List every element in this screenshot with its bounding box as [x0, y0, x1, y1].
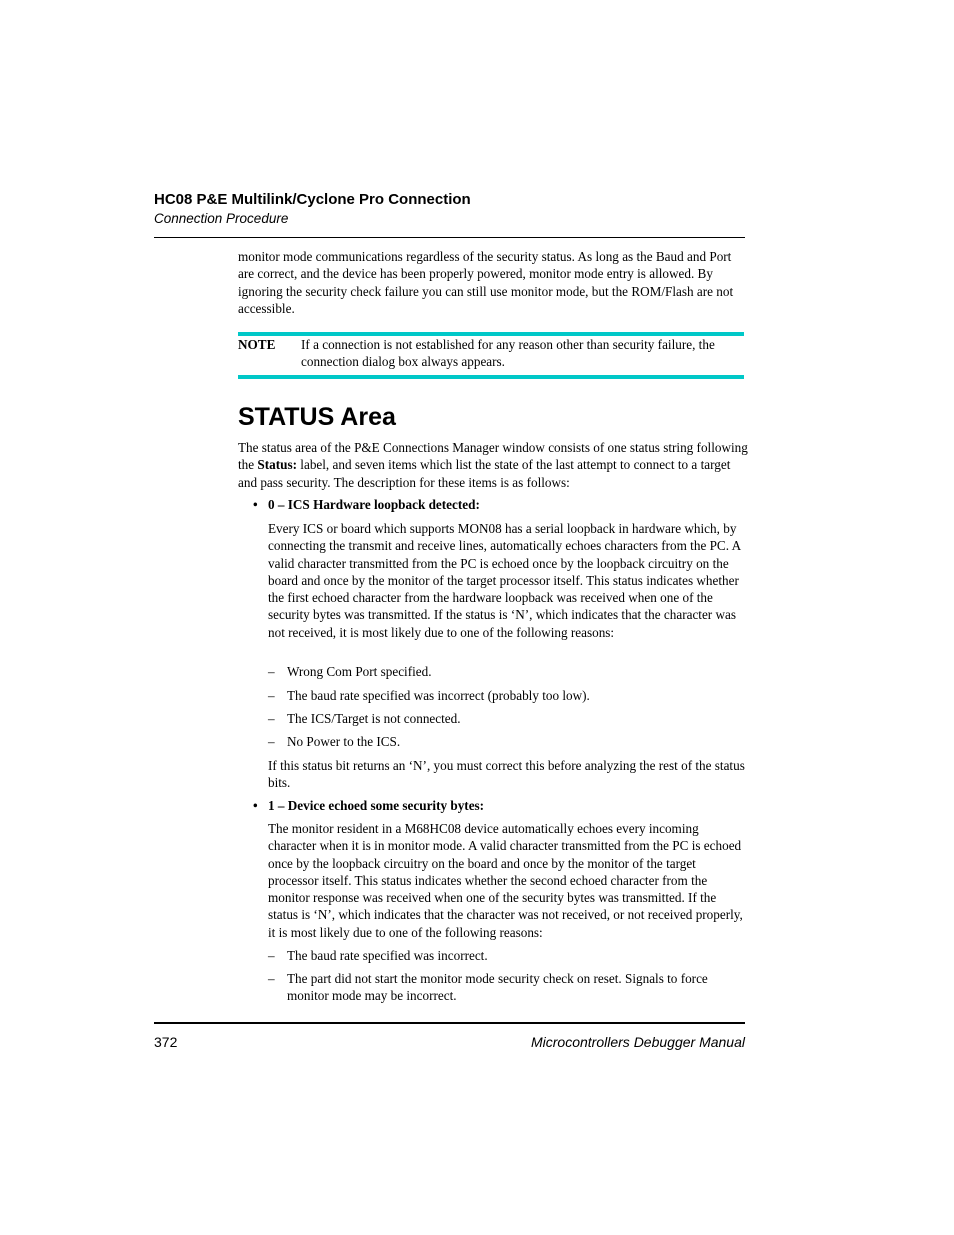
reason-text: The part did not start the monitor mode security check on reset. Signals to force monitor mode may be incorrect.	[287, 971, 708, 1004]
dash-icon: –	[268, 711, 275, 726]
running-header-subtitle: Connection Procedure	[154, 211, 289, 226]
status-item-1-title: 1 – Device echoed some security bytes:	[268, 798, 485, 813]
section-intro-text: The status area of the P&E Connections Manager window consists of one status string following the	[238, 440, 748, 473]
intro-paragraph: monitor mode communications regardless of the security status. As long as the Baud and Port are correct, and the device has been properly powered, monitor mode entry is allowed. By ignoring the security check failure you can still use monitor mode, but the ROM/Flash are not accessible.	[238, 249, 734, 316]
status-item-1-heading	[253, 797, 484, 814]
reason-list-item	[268, 733, 746, 750]
reason-list-item	[268, 947, 746, 964]
reason-text: Wrong Com Port specified.	[287, 664, 432, 679]
reason-text: No Power to the ICS.	[287, 734, 401, 749]
section-intro-text-cont: label, and seven items which list the state of the last attempt to connect to a target and pass security. The description for these items is as follows:	[238, 457, 731, 490]
reason-text: The ICS/Target is not connected.	[287, 711, 461, 726]
reason-list-item	[268, 710, 746, 727]
dash-icon: –	[268, 734, 275, 749]
status-item-0-description: Every ICS or board which supports MON08 has a serial loopback in hardware which, by connecting the transmit and receive lines, automatically echoes characters from the PC. A valid character transmitted from the PC is echoed once by the loopback circuitry on the board and once by the monitor of the target processor itself. This status indicates whether the first echoed character from the hardware loopback was received when one of the security bytes was transmitted. If the status is ‘N’, which indicates that the character was not received, it is most likely due to one of the following reasons:	[268, 521, 741, 640]
status-label-term: Status:	[257, 457, 297, 473]
note-bottom-bar	[238, 375, 744, 379]
reason-list-item	[268, 970, 746, 1005]
page-number: 372	[154, 1034, 178, 1050]
note-text: If a connection is not established for any reason other than security failure, the connection dialog box always appears.	[301, 337, 715, 370]
running-header-title: HC08 P&E Multilink/Cyclone Pro Connection	[154, 191, 471, 208]
bullet-icon: •	[253, 798, 258, 813]
reason-text: The baud rate specified was incorrect.	[287, 948, 488, 963]
dash-icon: –	[268, 948, 275, 963]
status-item-1-description: The monitor resident in a M68HC08 device automatically echoes every incoming character when it is in monitor mode. A valid character transmitted from the PC is echoed once by the loopback circuitry on the board and once by the monitor of the target processor itself. This status indicates whether the second echoed character from the monitor response was received when one of the security bytes was transmitted. If the status is ‘N’, which indicates that the character was not received, or not received properly, it is most likely due to one of the following reasons:	[268, 821, 743, 940]
header-divider	[154, 237, 745, 238]
status-item-0-title: 0 – ICS Hardware loopback detected:	[268, 497, 480, 512]
section-intro-paragraph	[238, 439, 748, 491]
section-heading: STATUS Area	[238, 403, 396, 431]
manual-title: Microcontrollers Debugger Manual	[531, 1034, 745, 1050]
bullet-icon: •	[253, 497, 258, 512]
reason-text: The baud rate specified was incorrect (probably too low).	[287, 688, 590, 703]
dash-icon: –	[268, 664, 275, 679]
note-label: NOTE	[238, 337, 276, 352]
dash-icon: –	[268, 688, 275, 703]
status-item-0-heading	[253, 496, 480, 513]
dash-icon: –	[268, 971, 275, 986]
reason-list-item	[268, 687, 746, 704]
reason-list-item	[268, 663, 746, 680]
status-item-0-closing: If this status bit returns an ‘N’, you must correct this before analyzing the rest of the status bits.	[268, 758, 745, 791]
footer-divider	[154, 1022, 745, 1024]
